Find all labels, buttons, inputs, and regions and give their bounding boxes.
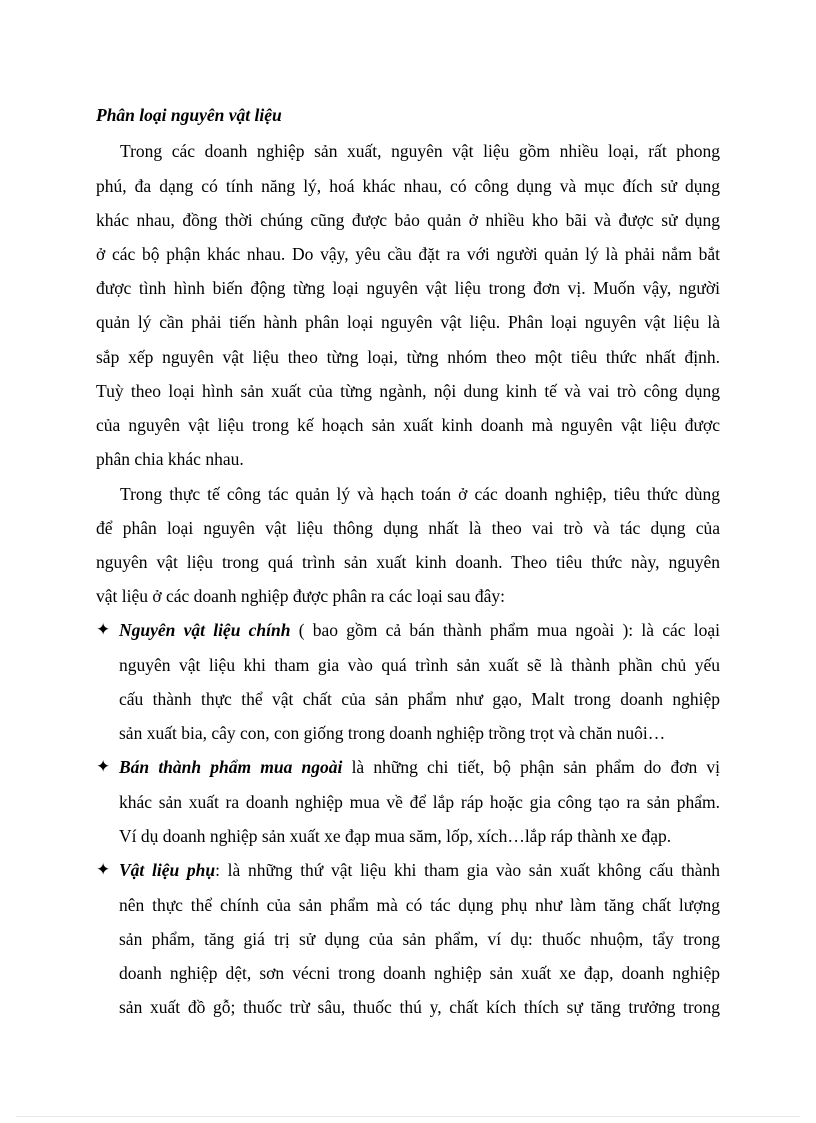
list-item-term: Bán thành phẩm mua ngoài — [119, 757, 343, 777]
paragraph-2-line: vật liệu ở các doanh nghiệp được phân ra các loại sau đây: — [96, 586, 505, 606]
list-item-term: Vật liệu phụ — [119, 860, 216, 880]
list-item-text: là những chi tiết, bộ phận sản phẩm do đơn vị — [342, 757, 720, 777]
list-item-line: nguyên vật liệu khi tham gia vào quá trình sản xuất sẽ là thành phần chủ yếu — [119, 655, 720, 675]
paragraph-1-line: phân chia khác nhau. — [96, 449, 244, 469]
paragraph-2-line: để phân loại nguyên vật liệu thông dụng nhất là theo vai trò và tác dụng của — [96, 518, 720, 538]
bullet-star-icon: ✦ — [96, 860, 111, 880]
list-item-first-line — [119, 859, 720, 881]
list-item-line: khác sản xuất ra doanh nghiệp mua về để lắp ráp hoặc gia công tạo ra sản phẩm. — [119, 792, 720, 812]
paragraph-2-line: nguyên vật liệu trong quá trình sản xuất kinh doanh. Theo tiêu thức này, nguyên — [96, 552, 720, 572]
paragraph-1-line: quản lý cần phải tiến hành phân loại nguyên vật liệu. Phân loại nguyên vật liệu là — [96, 312, 720, 332]
list-item-text: : là những thứ vật liệu khi tham gia vào sản xuất không cấu thành — [215, 860, 720, 880]
paragraph-1-line: sắp xếp nguyên vật liệu theo từng loại, từng nhóm theo một tiêu thức nhất định. — [96, 347, 720, 367]
paragraph-1-line: của nguyên vật liệu trong kế hoạch sản xuất kinh doanh mà nguyên vật liệu được — [96, 415, 720, 435]
section-heading: Phân loại nguyên vật liệu — [96, 105, 282, 125]
list-item-line: sản xuất bia, cây con, con giống trong doanh nghiệp trồng trọt và chăn nuôi… — [119, 723, 666, 743]
paragraph-1-line: được tình hình biến động từng loại nguyên vật liệu trong đơn vị. Muốn vậy, người — [96, 278, 720, 298]
list-item-line: nên thực thể chính của sản phẩm mà có tác dụng phụ như làm tăng chất lượng — [119, 895, 720, 915]
paragraph-2-line: Trong thực tế công tác quản lý và hạch toán ở các doanh nghiệp, tiêu thức dùng — [120, 484, 720, 504]
list-item-line: doanh nghiệp dệt, sơn vécni trong doanh nghiệp sản xuất xe đạp, doanh nghiệp — [119, 963, 720, 983]
paragraph-1-line: khác nhau, đồng thời chúng cũng được bảo quản ở nhiều kho bãi và được sử dụng — [96, 210, 720, 230]
list-item-line: sản xuất đồ gỗ; thuốc trừ sâu, thuốc thú y, chất kích thích sự tăng trưởng trong — [119, 997, 720, 1017]
paragraph-1-line: ở các bộ phận khác nhau. Do vậy, yêu cầu đặt ra với người quản lý là phải nắm bắt — [96, 244, 720, 264]
list-item-first-line — [119, 756, 720, 778]
page-bottom-divider — [16, 1116, 800, 1117]
list-item-term: Nguyên vật liệu chính — [119, 620, 291, 640]
list-item-line: cấu thành thực thể vật chất của sản phẩm như gạo, Malt trong doanh nghiệp — [119, 689, 720, 709]
bullet-star-icon: ✦ — [96, 620, 111, 640]
list-item-text: ( bao gồm cả bán thành phẩm mua ngoài ): là các loại — [290, 620, 720, 640]
list-item-first-line — [119, 619, 720, 641]
paragraph-1-line: Tuỳ theo loại hình sản xuất của từng ngành, nội dung kinh tế và vai trò công dụng — [96, 381, 720, 401]
list-item-line: sản phẩm, tăng giá trị sử dụng của sản phẩm, ví dụ: thuốc nhuộm, tẩy trong — [119, 929, 720, 949]
bullet-star-icon: ✦ — [96, 757, 111, 777]
paragraph-1-line: Trong các doanh nghiệp sản xuất, nguyên vật liệu gồm nhiều loại, rất phong — [120, 141, 720, 161]
paragraph-1-line: phú, đa dạng có tính năng lý, hoá khác nhau, có công dụng và mục đích sử dụng — [96, 176, 720, 196]
list-item-line: Ví dụ doanh nghiệp sản xuất xe đạp mua săm, lốp, xích…lắp ráp thành xe đạp. — [119, 826, 672, 846]
